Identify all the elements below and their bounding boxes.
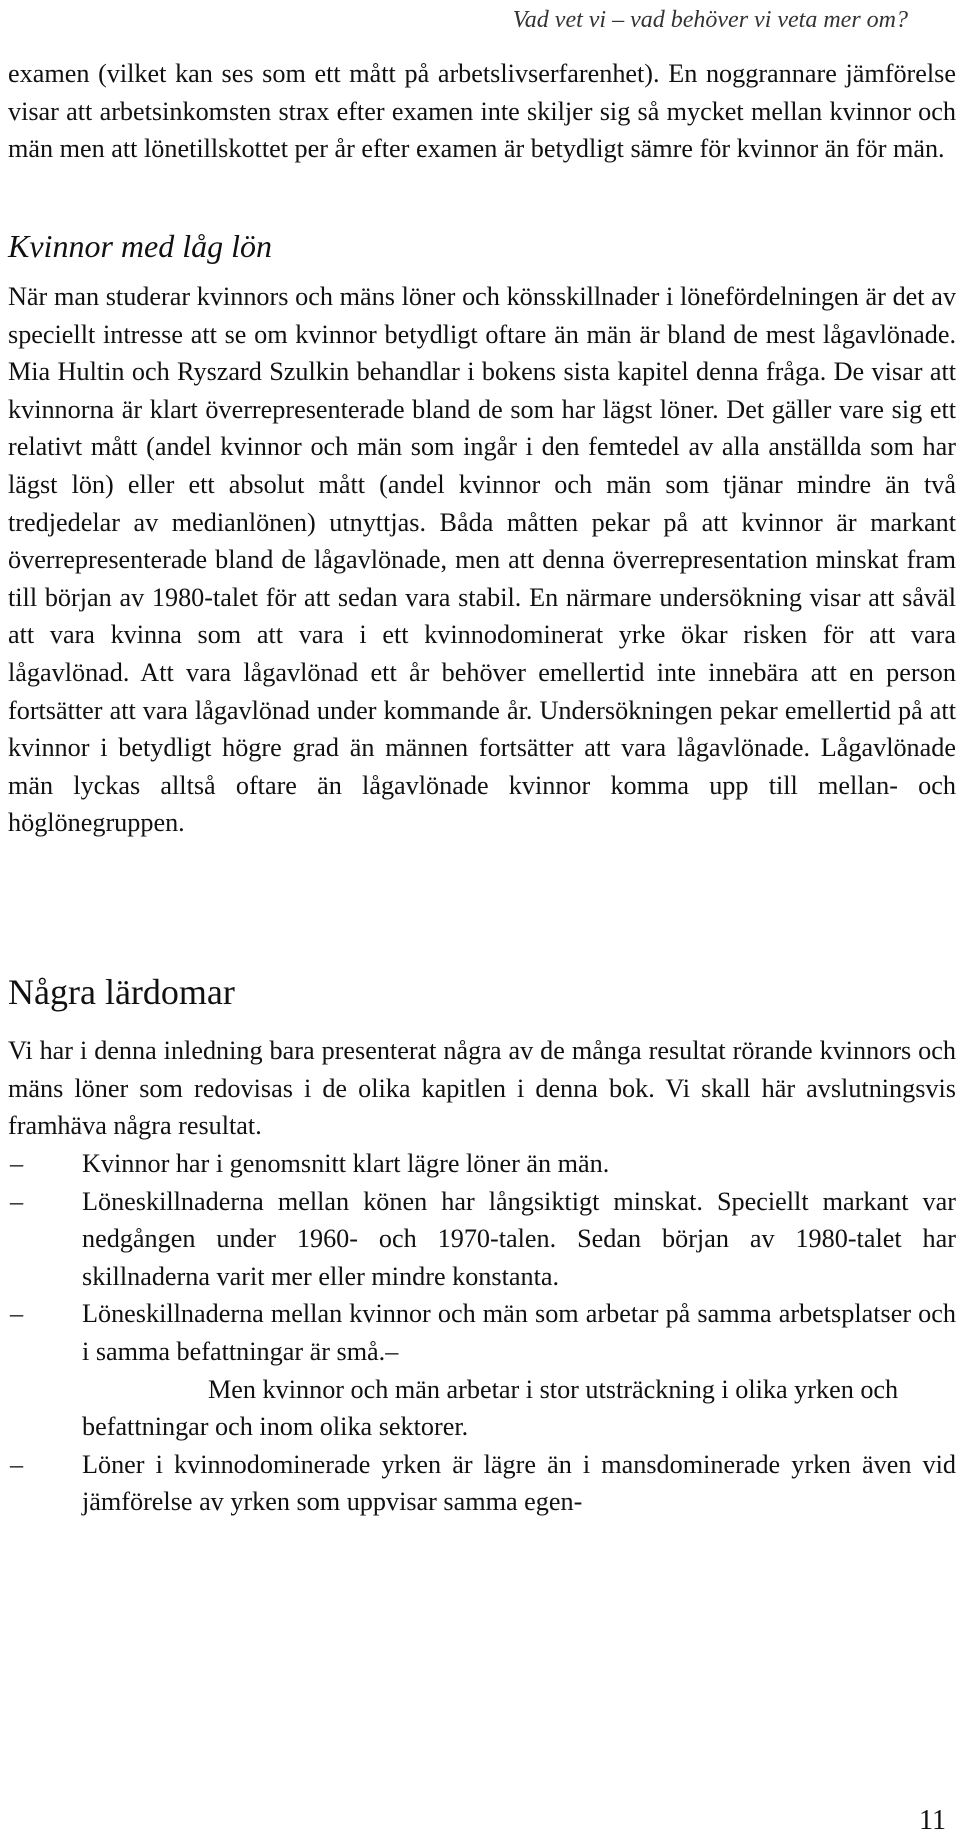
dash-bullet: – — [10, 1149, 24, 1178]
dash-bullet: – — [10, 1449, 24, 1479]
list-item — [8, 1295, 956, 1445]
list-item-text: Löneskillnaderna mellan kvinnor och män som arbetar på samma arbetsplatser och i samma befattningar är små.– — [82, 1299, 956, 1366]
list-item — [8, 1446, 956, 1521]
list-item-text: Löneskillnaderna mellan könen har långsiktigt minskat. Speciellt markant var nedgången under 1960- och 1970-talen. Sedan början av 1980-talet har skillnaderna varit mer eller mindre konstanta. — [82, 1186, 956, 1291]
dash-bullet: – — [10, 1186, 24, 1216]
list-item-text: Löner i kvinnodominerade yrken är lägre än i mansdominerade yrken även vid jämförelse av yrken som uppvisar samma egen- — [82, 1449, 956, 1517]
list-item — [8, 1183, 956, 1296]
section-low-pay-body: När man studerar kvinnors och mäns löner och könsskillnader i lönefördelningen är det av speciellt intresse att se om kvinnor betydligt oftare än män är bland de mest lågavlönade. Mia Hultin och Ryszard Szulkin behandlar i bokens sista kapitel denna fråga. De visar att kvinnorna är klart överrepresenterade bland de som har lägst löner. Det gäller vare sig ett relativt mått (andel kvinnor och män som ingår i den femtedel av alla anställda som har lägst lön) eller ett absolut mått (andel kvinnor och män som tjänar mindre än två tredjedelar av medianlönen) utnyttjas. Båda måtten pekar på att kvinnor är markant överrepresenterade bland de lågavlönade, men att denna överrepresentation minskat fram till början av 1980-talet för att sedan vara stabil. En närmare undersökning visar att såväl att vara kvinna som att vara i ett kvinnodominerat yrke ökar risken för att vara lågavlönad. Att vara lågavlönad ett år behöver emellertid inte innebära att en person fortsätter att vara lågavlönad under kommande år. Undersökningen pekar emellertid på att kvinnor i betydligt högre grad än männen fortsätter att vara lågavlönade. Lågavlönade män lyckas alltså oftare än lågavlönade kvinnor komma upp till mellan- och höglönegruppen. — [8, 282, 956, 838]
document-page — [8, 0, 956, 1838]
list-item-text: Kvinnor har i genomsnitt klart lägre löner än män. — [82, 1149, 610, 1178]
list-item-continuation: Men kvinnor och män arbetar i stor utsträckning i olika yrken och befattningar och inom olika sektorer. — [82, 1374, 899, 1442]
lessons-list — [8, 1145, 956, 1521]
dash-bullet: – — [10, 1299, 24, 1329]
section-heading-lessons: Några lärdomar — [8, 972, 235, 1012]
paragraph-continuation: examen (vilket kan ses som ett mått på arbetslivserfarenhet). En noggrannare jämförelse visar att arbetsinkomsten strax efter examen inte skiljer sig så mycket mellan kvinnor och män men att lönetillskottet per år efter examen är betydligt sämre för kvinnor än för män. — [8, 59, 956, 164]
section-heading-low-pay: Kvinnor med låg lön — [8, 228, 272, 264]
section-lessons-intro: Vi har i denna inledning bara presenterat några av de många resultat rörande kvinnors och mäns löner som redovisas i de olika kapitlen i denna bok. Vi skall här avslutningsvis framhäva några resultat. — [8, 1036, 956, 1141]
list-item — [8, 1145, 956, 1183]
running-header: Vad vet vi – vad behöver vi veta mer om? — [512, 7, 908, 33]
page-number: 11 — [919, 1805, 946, 1836]
